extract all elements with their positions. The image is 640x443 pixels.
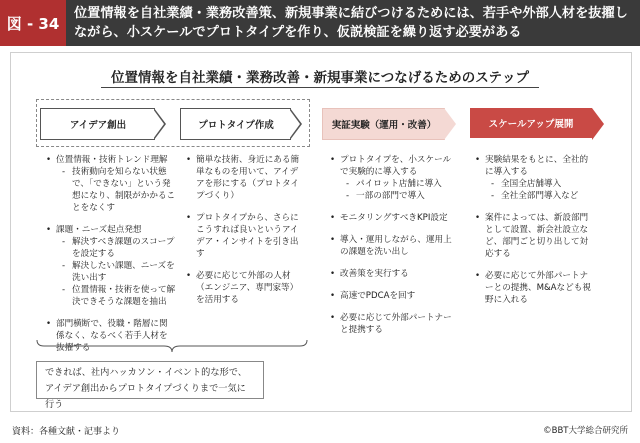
step-idea-creation-label: アイデア創出 [69, 120, 127, 131]
sub-item: - 技術動向を知らない状態で、「できない」という発想になり、制限がかかることをなくす [62, 166, 176, 214]
list-item: • プロトタイプから、さらにこうすれば良いというアイデア・インサイトを引き出す [186, 212, 306, 260]
step-scale-up [470, 108, 592, 138]
list-item: • 実験結果をもとに、全社的に導入する - 全国全店舗導入 - 全社全部門導入など [475, 154, 593, 202]
column-pilot [330, 154, 454, 346]
step-pilot-arrow [444, 108, 456, 140]
column-prototype [186, 154, 306, 316]
sub-item: - 全国全店舗導入 [491, 178, 593, 190]
list-item: • 必要に応じて外部パートナーとの提携、M&Aなども視野に入れる [475, 270, 593, 306]
sub-item: - 位置情報・技術を使って解決できそうな課題を抽出 [62, 284, 176, 308]
step-scale-up-label: スケールアップ展開 [488, 119, 574, 130]
list-item: • 案件によっては、新設部門として設置、新会社設立など、部門ごと切り出して対応する [475, 212, 593, 260]
list-item: • モニタリングすべきKPI設定 [330, 212, 454, 224]
list-item: • 改善策を実行する [330, 268, 454, 280]
sub-item: - 全社全部門導入など [491, 190, 593, 202]
step-prototype-label: プロトタイプ作成 [198, 120, 274, 131]
step-pilot-label: 実証実験（運用・改善） [331, 120, 437, 131]
note-box: できれば、社内ハッカソン・イベント的な形で、アイデア創出からプロトタイプづくりまで一気に行う [36, 361, 264, 399]
list-item: • プロトタイプを、小スケールで実験的に導入する - パイロット店舗に導入 - 一部の部門で導入 [330, 154, 454, 202]
step-idea-creation [40, 108, 155, 140]
sub-item: - パイロット店舗に導入 [346, 178, 454, 190]
step-idea-creation-arrow-fill [153, 109, 164, 139]
figure-label: 図 - 34 [0, 0, 66, 46]
list-item: • 簡単な技術、身近にある簡単なものを用いて、アイデアを形にする（プロトタイプづくり） [186, 154, 306, 202]
list-item: • 必要に応じて外部の人材（エンジニア、専門家等）を活用する [186, 270, 306, 306]
list-item: • 導入・運用しながら、運用上の課題を洗い出し [330, 234, 454, 258]
subtitle-underline [101, 87, 539, 88]
step-pilot [322, 108, 445, 140]
column-scale-up [475, 154, 593, 316]
step-prototype [180, 108, 291, 140]
list-item: • 部門横断で、役職・階層に関係なく、なるべく若手人材を抜擢する [46, 318, 176, 354]
list-item: • 位置情報・技術トレンド理解 - 技術動向を知らない状態で、「できない」という発想になり、制限がかかることをなくす [46, 154, 176, 214]
list-item: • 課題・ニーズ起点発想 - 解決すべき課題のスコープを設定する - 解決したい課題、ニーズを洗い出す - 位置情報・技術を使って解決できそうな課題を抽出 [46, 224, 176, 308]
sub-item: - 解決すべき課題のスコープを設定する [62, 236, 176, 260]
sub-item: - 一部の部門で導入 [346, 190, 454, 202]
list-item: • 必要に応じて外部パートナーと提携する [330, 312, 454, 336]
step-scale-up-arrow [592, 108, 604, 140]
header-title: 位置情報を自社業績・業務改善策、新規事業に結びつけるためには、若手や外部人材を抜擢しながら、小スケールでプロトタイプを作り、仮説検証を繰り返す必要がある [74, 6, 628, 40]
sub-item: - 解決したい課題、ニーズを洗い出す [62, 260, 176, 284]
grouping-brace [36, 340, 308, 352]
diagram-subtitle: 位置情報を自社業績・業務改善・新規事業につなげるためのステップ [111, 70, 529, 86]
column-idea-creation [46, 154, 176, 364]
step-prototype-arrow-fill [289, 109, 300, 139]
source-text: 資料：各種文献・記事より [12, 427, 121, 437]
list-item: • 高速でPDCAを回す [330, 290, 454, 302]
copyright-text: ©BBT大学総合研究所 [543, 426, 628, 436]
